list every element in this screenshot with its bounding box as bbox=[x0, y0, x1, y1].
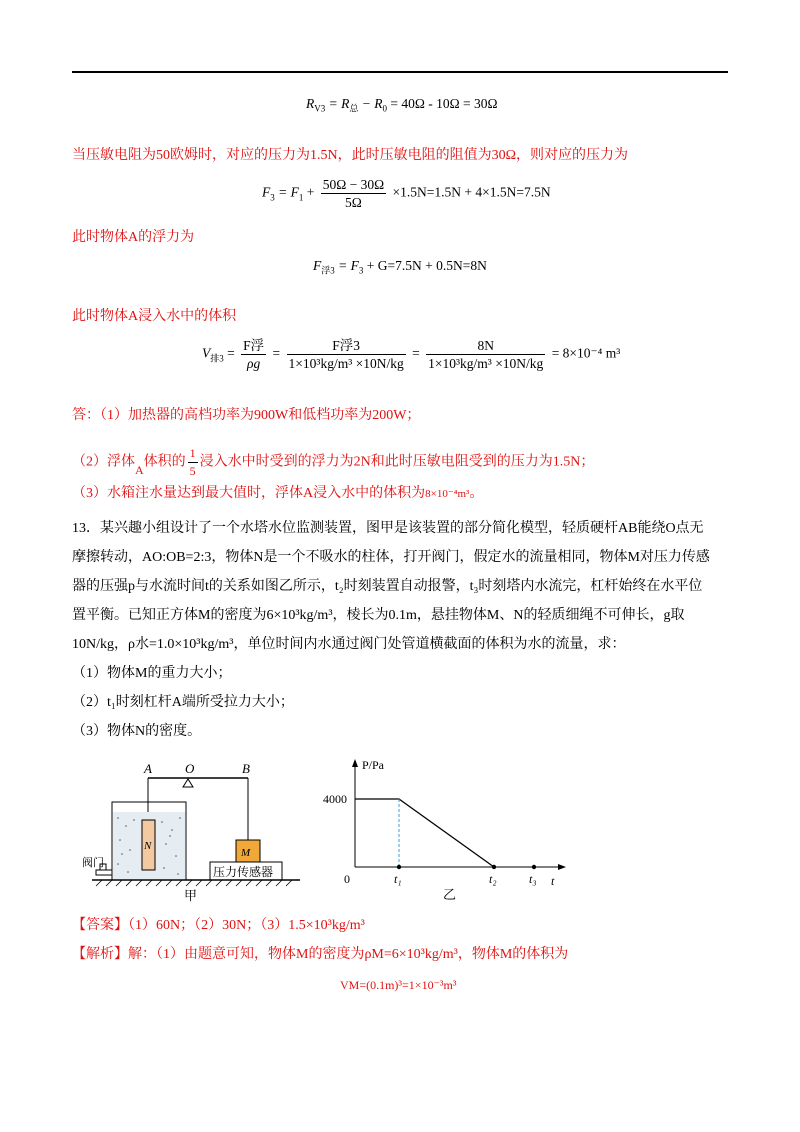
text-line-pressure: 当压敏电阻为50欧姆时，对应的压力为1.5N，此时压敏电阻的阻值为30Ω，则对应的压力为 bbox=[72, 148, 629, 163]
caption-yi: 乙 bbox=[443, 888, 457, 903]
ground-hatch bbox=[96, 880, 292, 886]
figure-yi-chart bbox=[320, 755, 570, 905]
y-tick-4000: 4000 bbox=[323, 792, 347, 806]
answer-tag: 【答案】 bbox=[72, 918, 128, 933]
label-b: B bbox=[242, 761, 250, 776]
x-tick-t3: t₃ bbox=[529, 872, 537, 886]
x-axis-arrow bbox=[558, 864, 566, 870]
valve-pipe bbox=[96, 870, 112, 875]
x-axis-label: t bbox=[551, 874, 555, 888]
y-axis-label: P/Pa bbox=[362, 758, 385, 772]
label-n: N bbox=[144, 840, 152, 852]
analysis-tag: 【解析】 bbox=[72, 947, 128, 962]
axis-point-1 bbox=[397, 865, 401, 869]
axis-point-2 bbox=[492, 865, 496, 869]
analysis-row bbox=[72, 945, 568, 965]
answer-line-1: 答：（1）加热器的高档功率为900W和低档功率为200W； bbox=[72, 408, 421, 423]
answer-row bbox=[72, 916, 365, 936]
equation-f3: $F_3 = F_1$ + $\frac{50\Omega - 30\Omega}{5\Omega}$ ×1.5N=1.5N + 4×1.5N=7.5N bbox=[262, 177, 551, 210]
text-line-buoyancy: 此时物体A的浮力为 bbox=[72, 230, 195, 245]
text-line-volume: 此时物体A浸入水中的体积 bbox=[72, 309, 237, 324]
equation-v3: $V_{排3}$ = $\frac{\text{F浮}}{\rho g}$ = $\frac{\text{F浮3}}{\text{1×10³kg/m³ ×10N/kg}}$ = $\frac{8N}{\text{1×10³kg/m³ ×10N/kg}}$ = 8×10⁻⁴ m³ bbox=[202, 338, 621, 371]
equation-rv3: $R_{V3} = R_总 - R_0 = 40\Omega - 10\Omega = 30\Omega$ bbox=[306, 96, 498, 114]
equation-vm: VM=(0.1m)³=1×10⁻³m³ bbox=[340, 978, 457, 992]
series-line bbox=[355, 799, 494, 867]
header-rule bbox=[72, 71, 728, 73]
label-sensor: 压力传感器 bbox=[213, 865, 274, 879]
fulcrum-icon bbox=[183, 779, 193, 787]
x-tick-0: 0 bbox=[344, 872, 350, 886]
series-layer bbox=[355, 799, 536, 869]
answer-line-3: （3）水箱注水量达到最大值时，浮体A浸入水中的体积为8×10⁻⁴m³。 bbox=[72, 486, 484, 501]
equation-ffu3: $F_{浮3} = F_3 + G=7.5N + 0.5N=8N$ bbox=[313, 258, 487, 276]
y-axis-arrow bbox=[352, 759, 358, 767]
label-m: M bbox=[241, 847, 251, 859]
figure-jia bbox=[82, 760, 312, 910]
analysis-text: 解：（1）由题意可知，物体M的密度为ρM=6×10³kg/m³，物体M的体积为 bbox=[128, 947, 569, 962]
label-a: A bbox=[144, 761, 152, 776]
label-valve: 阀门 bbox=[82, 856, 104, 869]
answer-text: （1）60N；（2）30N；（3）1.5×10³kg/m³ bbox=[128, 918, 365, 933]
answer-line-2: （2）浮体A体积的 $\frac{1}{5}$ 浸入水中时受到的浮力为2N和此时压敏电阻受到的压力为1.5N； bbox=[72, 446, 595, 478]
question-13: 13．某兴趣小组设计了一个水塔水位监测装置，图甲是该装置的部分简化模型，轻质硬杆AB能绕O点无 摩擦转动，AO:OB=2:3，物体N是一个不吸水的柱体，打开阀门，假定水的流量相同，物体M对压力传感 器的压强p与水流时间t的关系如图乙所示，t₂时刻装置自动报警，t₃时刻塔内水流完，杠杆始终在水平位 置平衡。已知正方体M的密度为6×10³kg/m³，棱长为0.1m，悬挂物体M、N的轻质细绳不可伸长，g取 10N/kg，ρ水=1.0×10³kg/m³，单位时间内水通过阀门处管道横截面的体积为水的流量，求： （1）物体M的重力大小； （2）t₁时刻杠杆A端所受拉力大小； （3）物体N的密度。 bbox=[72, 521, 710, 739]
axis-point-3 bbox=[532, 865, 536, 869]
x-tick-t2: t₂ bbox=[489, 872, 497, 886]
x-tick-t1: t₁ bbox=[394, 872, 402, 886]
caption-jia: 甲 bbox=[184, 889, 198, 904]
label-o: O bbox=[185, 761, 195, 776]
